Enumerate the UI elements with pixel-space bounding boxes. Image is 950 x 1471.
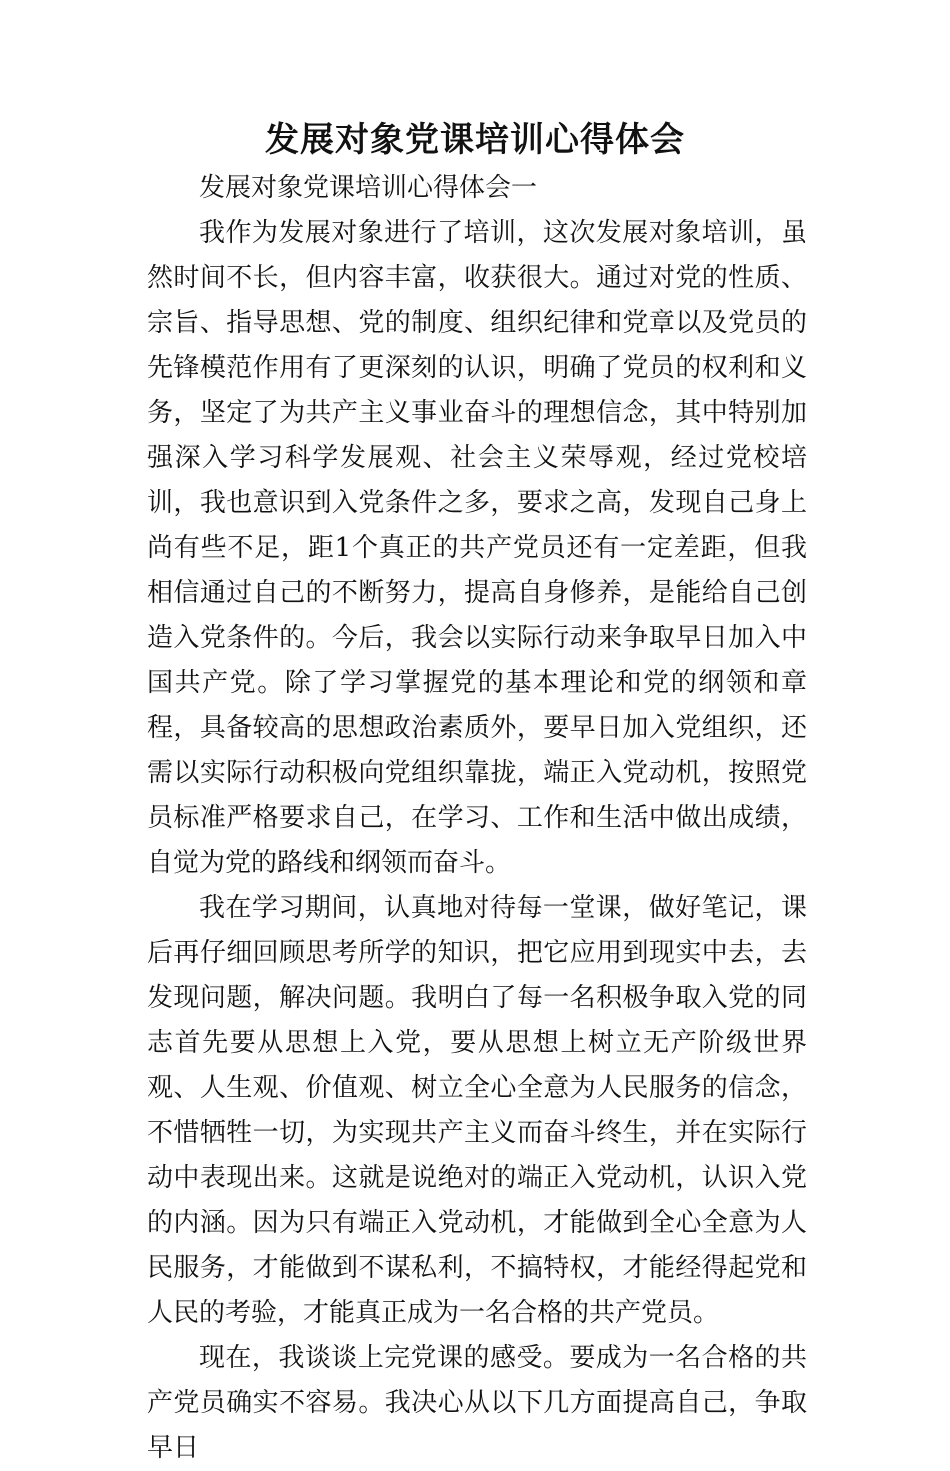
paragraph: 我在学习期间，认真地对待每一堂课，做好笔记，课后再仔细回顾思考所学的知识，把它应用到现实中去，去发现问题，解决问题。我明白了每一名积极争取入党的同志首先要从思想上入党，要从思想上树立无产阶级世界观、人生观、价值观、树立全心全意为人民服务的信念，不惜牺牲一切，为实现共产主义而奋斗终生，并在实际行动中表现出来。这就是说绝对的端正入党动机，认识入党的内涵。因为只有端正入党动机，才能做到全心全意为人民服务，才能做到不谋私利，不搞特权，才能经得起党和人民的考验，才能真正成为一名合格的共产党员。 — [147, 893, 807, 1328]
paragraph: 现在，我谈谈上完党课的感受。要成为一名合格的共产党员确实不容易。我决心从以下几方面提高自己，争取早日 — [147, 1343, 807, 1463]
paragraph: 我作为发展对象进行了培训，这次发展对象培训，虽然时间不长，但内容丰富，收获很大。通过对党的性质、宗旨、指导思想、党的制度、组织纪律和党章以及党员的先锋模范作用有了更深刻的认识，明确了党员的权利和义务，坚定了为共产主义事业奋斗的理想信念，其中特别加强深入学习科学发展观、社会主义荣辱观，经过党校培训，我也意识到入党条件之多，要求之高，发现自己身上尚有些不足，距1个真正的共产党员还有一定差距，但我相信通过自己的不断努力，提高自身修养，是能给自己创造入党条件的。今后，我会以实际行动来争取早日加入中国共产党。除了学习掌握党的基本理论和党的纲领和章程，具备较高的思想政治素质外，要早日加入党组织，还需以实际行动积极向党组织靠拢，端正入党动机，按照党员标准严格要求自己，在学习、工作和生活中做出成绩，自觉为党的路线和纲领而奋斗。 — [147, 218, 807, 878]
section-heading: 发展对象党课培训心得体会一 — [199, 173, 538, 203]
document-title: 发展对象党课培训心得体会 — [265, 120, 685, 160]
document-body — [147, 166, 807, 1471]
